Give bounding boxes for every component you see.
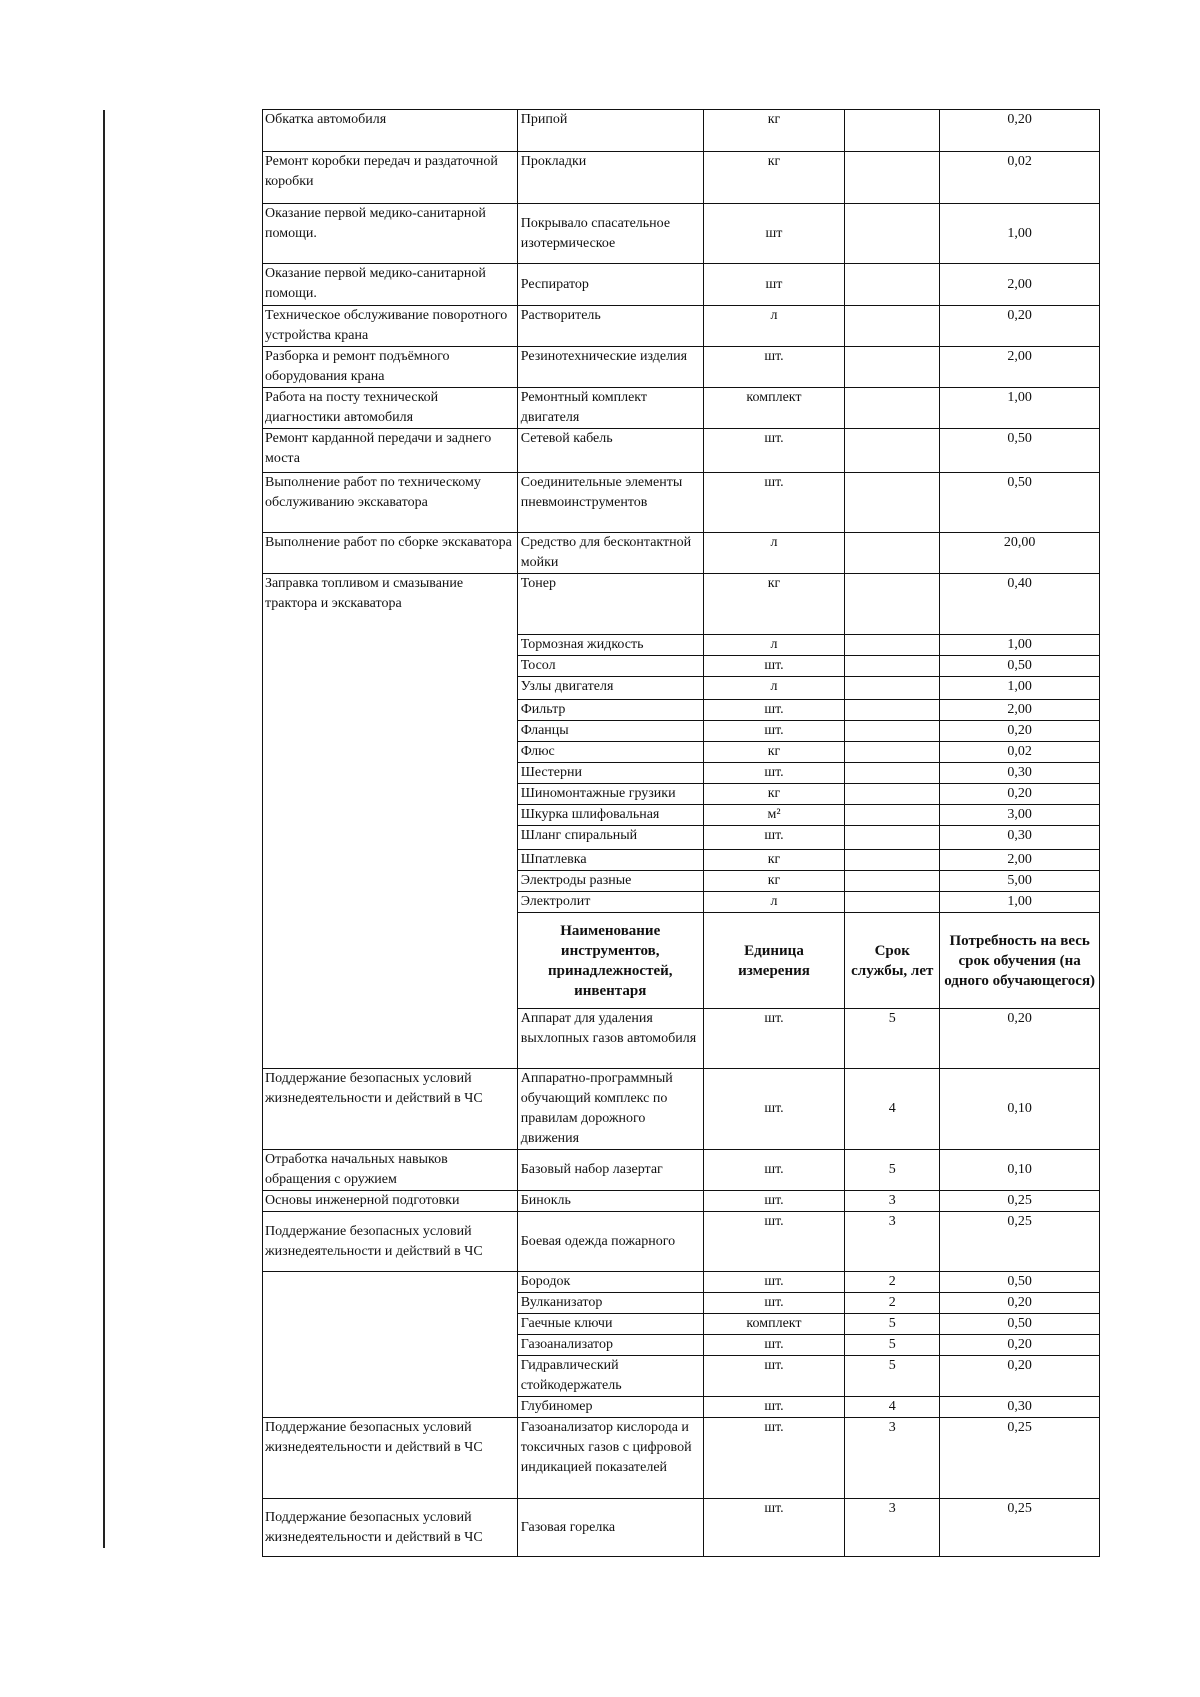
quantity-cell: 0,02 <box>940 152 1100 204</box>
service-life-cell <box>845 473 940 533</box>
work-cell: Ремонт карданной передачи и заднего моста <box>263 429 518 473</box>
quantity-cell: 1,00 <box>940 635 1100 656</box>
quantity-cell: 20,00 <box>940 533 1100 574</box>
table-row <box>263 347 1100 388</box>
table-row <box>263 656 1100 677</box>
unit-cell: кг <box>703 784 845 805</box>
unit-cell: л <box>703 635 845 656</box>
table-row <box>263 204 1100 264</box>
item-name-cell: Средство для бесконтактной мойки <box>517 533 703 574</box>
item-name-cell: Растворитель <box>517 306 703 347</box>
work-cell <box>263 1314 518 1335</box>
item-name-cell: Газоанализатор кислорода и токсичных газов с цифровой индикацией показателей <box>517 1418 703 1499</box>
work-cell: Техническое обслуживание поворотного устройства крана <box>263 306 518 347</box>
work-cell <box>263 700 518 721</box>
service-life-cell <box>845 264 940 306</box>
service-life-cell: 5 <box>845 1356 940 1397</box>
quantity-cell: 0,50 <box>940 1314 1100 1335</box>
quantity-cell: 0,10 <box>940 1069 1100 1150</box>
table-row <box>263 1191 1100 1212</box>
item-name-cell: Базовый набор лазертаг <box>517 1150 703 1191</box>
table-row <box>263 429 1100 473</box>
quantity-cell: 0,50 <box>940 656 1100 677</box>
quantity-cell: 3,00 <box>940 805 1100 826</box>
unit-cell: шт. <box>703 721 845 742</box>
item-name-cell: Бородок <box>517 1272 703 1293</box>
work-cell <box>263 892 518 913</box>
table-row <box>263 1150 1100 1191</box>
quantity-cell: 0,25 <box>940 1499 1100 1557</box>
item-name-cell: Вулканизатор <box>517 1293 703 1314</box>
table-row <box>263 574 1100 635</box>
unit-cell: шт <box>703 204 845 264</box>
item-name-cell: Фильтр <box>517 700 703 721</box>
item-name-cell: Шиномонтажные грузики <box>517 784 703 805</box>
work-cell: Основы инженерной подготовки <box>263 1191 518 1212</box>
quantity-cell: 2,00 <box>940 347 1100 388</box>
service-life-cell <box>845 784 940 805</box>
service-life-cell: 3 <box>845 1499 940 1557</box>
unit-cell: шт. <box>703 473 845 533</box>
unit-cell: комплект <box>703 1314 845 1335</box>
service-life-cell <box>845 306 940 347</box>
unit-cell: кг <box>703 152 845 204</box>
unit-cell: шт <box>703 264 845 306</box>
table-row <box>263 826 1100 850</box>
work-cell: Выполнение работ по техническому обслуживанию экскаватора <box>263 473 518 533</box>
unit-cell: л <box>703 892 845 913</box>
quantity-cell: 0,25 <box>940 1191 1100 1212</box>
unit-cell: шт. <box>703 1397 845 1418</box>
unit-cell: шт. <box>703 1150 845 1191</box>
work-cell <box>263 635 518 656</box>
table-row <box>263 1397 1100 1418</box>
work-cell <box>263 1356 518 1397</box>
item-name-cell: Соединительные элементы пневмоинструментов <box>517 473 703 533</box>
quantity-cell: 2,00 <box>940 264 1100 306</box>
service-life-cell: 4 <box>845 1397 940 1418</box>
item-name-cell: Глубиномер <box>517 1397 703 1418</box>
unit-cell: шт. <box>703 1191 845 1212</box>
unit-cell: кг <box>703 871 845 892</box>
work-cell <box>263 721 518 742</box>
unit-cell: комплект <box>703 388 845 429</box>
unit-cell: шт. <box>703 1418 845 1499</box>
unit-cell: шт. <box>703 1069 845 1150</box>
item-name-cell: Газоанализатор <box>517 1335 703 1356</box>
service-life-cell <box>845 533 940 574</box>
work-cell <box>263 1009 518 1069</box>
unit-cell: шт. <box>703 347 845 388</box>
quantity-cell: 0,20 <box>940 1293 1100 1314</box>
item-name-cell: Электролит <box>517 892 703 913</box>
service-life-cell: 3 <box>845 1418 940 1499</box>
work-cell <box>263 656 518 677</box>
quantity-cell: 1,00 <box>940 677 1100 700</box>
service-life-cell <box>845 152 940 204</box>
table-row <box>263 850 1100 871</box>
item-name-cell: Покрывало спасательное изотермическое <box>517 204 703 264</box>
service-life-cell: 3 <box>845 1212 940 1272</box>
service-life-cell <box>845 429 940 473</box>
work-cell: Поддержание безопасных условий жизнедеятельности и действий в ЧС <box>263 1069 518 1150</box>
unit-cell: кг <box>703 850 845 871</box>
service-life-cell: 5 <box>845 1009 940 1069</box>
table-row <box>263 1293 1100 1314</box>
unit-cell: м² <box>703 805 845 826</box>
work-cell <box>263 1293 518 1314</box>
table-row <box>263 264 1100 306</box>
service-life-cell: 4 <box>845 1069 940 1150</box>
quantity-cell: 0,20 <box>940 1356 1100 1397</box>
service-life-cell <box>845 805 940 826</box>
work-cell <box>263 805 518 826</box>
service-life-cell: 5 <box>845 1335 940 1356</box>
quantity-cell: 0,10 <box>940 1150 1100 1191</box>
work-cell <box>263 1272 518 1293</box>
item-name-cell: Аппарат для удаления выхлопных газов автомобиля <box>517 1009 703 1069</box>
item-name-cell: Электроды разные <box>517 871 703 892</box>
quantity-cell: 0,20 <box>940 306 1100 347</box>
table-row <box>263 763 1100 784</box>
work-cell: Поддержание безопасных условий жизнедеятельности и действий в ЧС <box>263 1212 518 1272</box>
item-name-cell: Боевая одежда пожарного <box>517 1212 703 1272</box>
quantity-cell: 0,50 <box>940 429 1100 473</box>
work-cell <box>263 1397 518 1418</box>
service-life-cell: 5 <box>845 1150 940 1191</box>
item-name-cell: Шкурка шлифовальная <box>517 805 703 826</box>
service-life-cell <box>845 204 940 264</box>
service-life-cell <box>845 388 940 429</box>
service-life-cell <box>845 721 940 742</box>
item-name-cell: Тонер <box>517 574 703 635</box>
quantity-cell: 0,50 <box>940 473 1100 533</box>
quantity-cell: 0,20 <box>940 1335 1100 1356</box>
table-row <box>263 721 1100 742</box>
unit-cell: кг <box>703 742 845 763</box>
table-row <box>263 677 1100 700</box>
quantity-cell: 0,20 <box>940 1009 1100 1069</box>
service-life-cell <box>845 656 940 677</box>
unit-cell: шт. <box>703 1499 845 1557</box>
item-name-cell: Флюс <box>517 742 703 763</box>
service-life-cell <box>845 574 940 635</box>
work-cell: Поддержание безопасных условий жизнедеятельности и действий в ЧС <box>263 1499 518 1557</box>
work-cell <box>263 677 518 700</box>
table-row <box>263 473 1100 533</box>
header-unit: Единица измерения <box>703 913 845 1009</box>
header-service-life: Срок службы, лет <box>845 913 940 1009</box>
service-life-cell <box>845 700 940 721</box>
work-cell: Оказание первой медико-санитарной помощи. <box>263 264 518 306</box>
table-row <box>263 306 1100 347</box>
quantity-cell: 2,00 <box>940 850 1100 871</box>
item-name-cell: Тосол <box>517 656 703 677</box>
quantity-cell: 0,30 <box>940 763 1100 784</box>
materials-table <box>262 109 1100 1557</box>
unit-cell: л <box>703 306 845 347</box>
work-cell: Ремонт коробки передач и раздаточной коробки <box>263 152 518 204</box>
item-name-cell: Припой <box>517 110 703 152</box>
table-row <box>263 1069 1100 1150</box>
margin-rule <box>103 110 105 1548</box>
unit-cell: шт. <box>703 1009 845 1069</box>
quantity-cell: 1,00 <box>940 892 1100 913</box>
quantity-cell: 0,30 <box>940 1397 1100 1418</box>
table-row <box>263 1418 1100 1499</box>
service-life-cell: 2 <box>845 1272 940 1293</box>
work-cell: Выполнение работ по сборке экскаватора <box>263 533 518 574</box>
item-name-cell: Гидравлический стойкодержатель <box>517 1356 703 1397</box>
service-life-cell <box>845 871 940 892</box>
service-life-cell <box>845 677 940 700</box>
item-name-cell: Шпатлевка <box>517 850 703 871</box>
quantity-cell: 0,25 <box>940 1418 1100 1499</box>
item-name-cell: Прокладки <box>517 152 703 204</box>
quantity-cell: 0,40 <box>940 574 1100 635</box>
item-name-cell: Фланцы <box>517 721 703 742</box>
service-life-cell <box>845 347 940 388</box>
service-life-cell <box>845 110 940 152</box>
quantity-cell: 0,20 <box>940 784 1100 805</box>
table-row <box>263 1314 1100 1335</box>
table-row <box>263 388 1100 429</box>
quantity-cell: 1,00 <box>940 388 1100 429</box>
quantity-cell: 0,02 <box>940 742 1100 763</box>
work-cell: Поддержание безопасных условий жизнедеятельности и действий в ЧС <box>263 1418 518 1499</box>
quantity-cell: 0,50 <box>940 1272 1100 1293</box>
service-life-cell <box>845 892 940 913</box>
table-row <box>263 871 1100 892</box>
service-life-cell <box>845 850 940 871</box>
work-cell <box>263 1335 518 1356</box>
table-row <box>263 1335 1100 1356</box>
unit-cell: кг <box>703 574 845 635</box>
unit-cell: шт. <box>703 1272 845 1293</box>
quantity-cell: 1,00 <box>940 204 1100 264</box>
unit-cell: шт. <box>703 763 845 784</box>
work-cell: Оказание первой медико-санитарной помощи. <box>263 204 518 264</box>
item-name-cell: Сетевой кабель <box>517 429 703 473</box>
table-row <box>263 110 1100 152</box>
work-cell <box>263 784 518 805</box>
work-cell-empty <box>263 913 518 1009</box>
unit-cell: кг <box>703 110 845 152</box>
quantity-cell: 0,20 <box>940 721 1100 742</box>
work-cell: Отработка начальных навыков обращения с оружием <box>263 1150 518 1191</box>
table-row <box>263 1212 1100 1272</box>
unit-cell: шт. <box>703 1212 845 1272</box>
work-cell <box>263 850 518 871</box>
work-cell: Разборка и ремонт подъёмного оборудования крана <box>263 347 518 388</box>
quantity-cell: 0,20 <box>940 110 1100 152</box>
table-row <box>263 1272 1100 1293</box>
item-name-cell: Гаечные ключи <box>517 1314 703 1335</box>
unit-cell: шт. <box>703 1335 845 1356</box>
work-cell <box>263 763 518 784</box>
header-item-name: Наименование инструментов, принадлежностей, инвентаря <box>517 913 703 1009</box>
item-name-cell: Ремонтный комплект двигателя <box>517 388 703 429</box>
service-life-cell <box>845 826 940 850</box>
quantity-cell: 0,25 <box>940 1212 1100 1272</box>
table-row <box>263 892 1100 913</box>
table-row <box>263 1009 1100 1069</box>
work-cell <box>263 871 518 892</box>
quantity-cell: 2,00 <box>940 700 1100 721</box>
table-row <box>263 533 1100 574</box>
quantity-cell: 0,30 <box>940 826 1100 850</box>
work-cell <box>263 742 518 763</box>
item-name-cell: Шланг спиральный <box>517 826 703 850</box>
work-cell <box>263 826 518 850</box>
header-quantity: Потребность на весь срок обучения (на одного обучающегося) <box>940 913 1100 1009</box>
item-name-cell: Шестерни <box>517 763 703 784</box>
unit-cell: шт. <box>703 826 845 850</box>
work-cell: Заправка топливом и смазывание трактора и экскаватора <box>263 574 518 635</box>
unit-cell: шт. <box>703 1293 845 1314</box>
service-life-cell <box>845 763 940 784</box>
unit-cell: шт. <box>703 1356 845 1397</box>
table-row <box>263 742 1100 763</box>
work-cell: Работа на посту технической диагностики автомобиля <box>263 388 518 429</box>
item-name-cell: Резинотехнические изделия <box>517 347 703 388</box>
item-name-cell: Респиратор <box>517 264 703 306</box>
table-header-row <box>263 913 1100 1009</box>
item-name-cell: Газовая горелка <box>517 1499 703 1557</box>
table-row <box>263 805 1100 826</box>
table-row <box>263 1499 1100 1557</box>
item-name-cell: Аппаратно-программный обучающий комплекс по правилам дорожного движения <box>517 1069 703 1150</box>
service-life-cell: 5 <box>845 1314 940 1335</box>
table-row <box>263 635 1100 656</box>
unit-cell: л <box>703 533 845 574</box>
service-life-cell <box>845 742 940 763</box>
item-name-cell: Узлы двигателя <box>517 677 703 700</box>
work-cell: Обкатка автомобиля <box>263 110 518 152</box>
service-life-cell: 2 <box>845 1293 940 1314</box>
item-name-cell: Тормозная жидкость <box>517 635 703 656</box>
unit-cell: шт. <box>703 700 845 721</box>
item-name-cell: Бинокль <box>517 1191 703 1212</box>
table-row <box>263 700 1100 721</box>
quantity-cell: 5,00 <box>940 871 1100 892</box>
table-row <box>263 784 1100 805</box>
unit-cell: шт. <box>703 656 845 677</box>
table-row <box>263 1356 1100 1397</box>
service-life-cell <box>845 635 940 656</box>
service-life-cell: 3 <box>845 1191 940 1212</box>
table-row <box>263 152 1100 204</box>
unit-cell: шт. <box>703 429 845 473</box>
unit-cell: л <box>703 677 845 700</box>
